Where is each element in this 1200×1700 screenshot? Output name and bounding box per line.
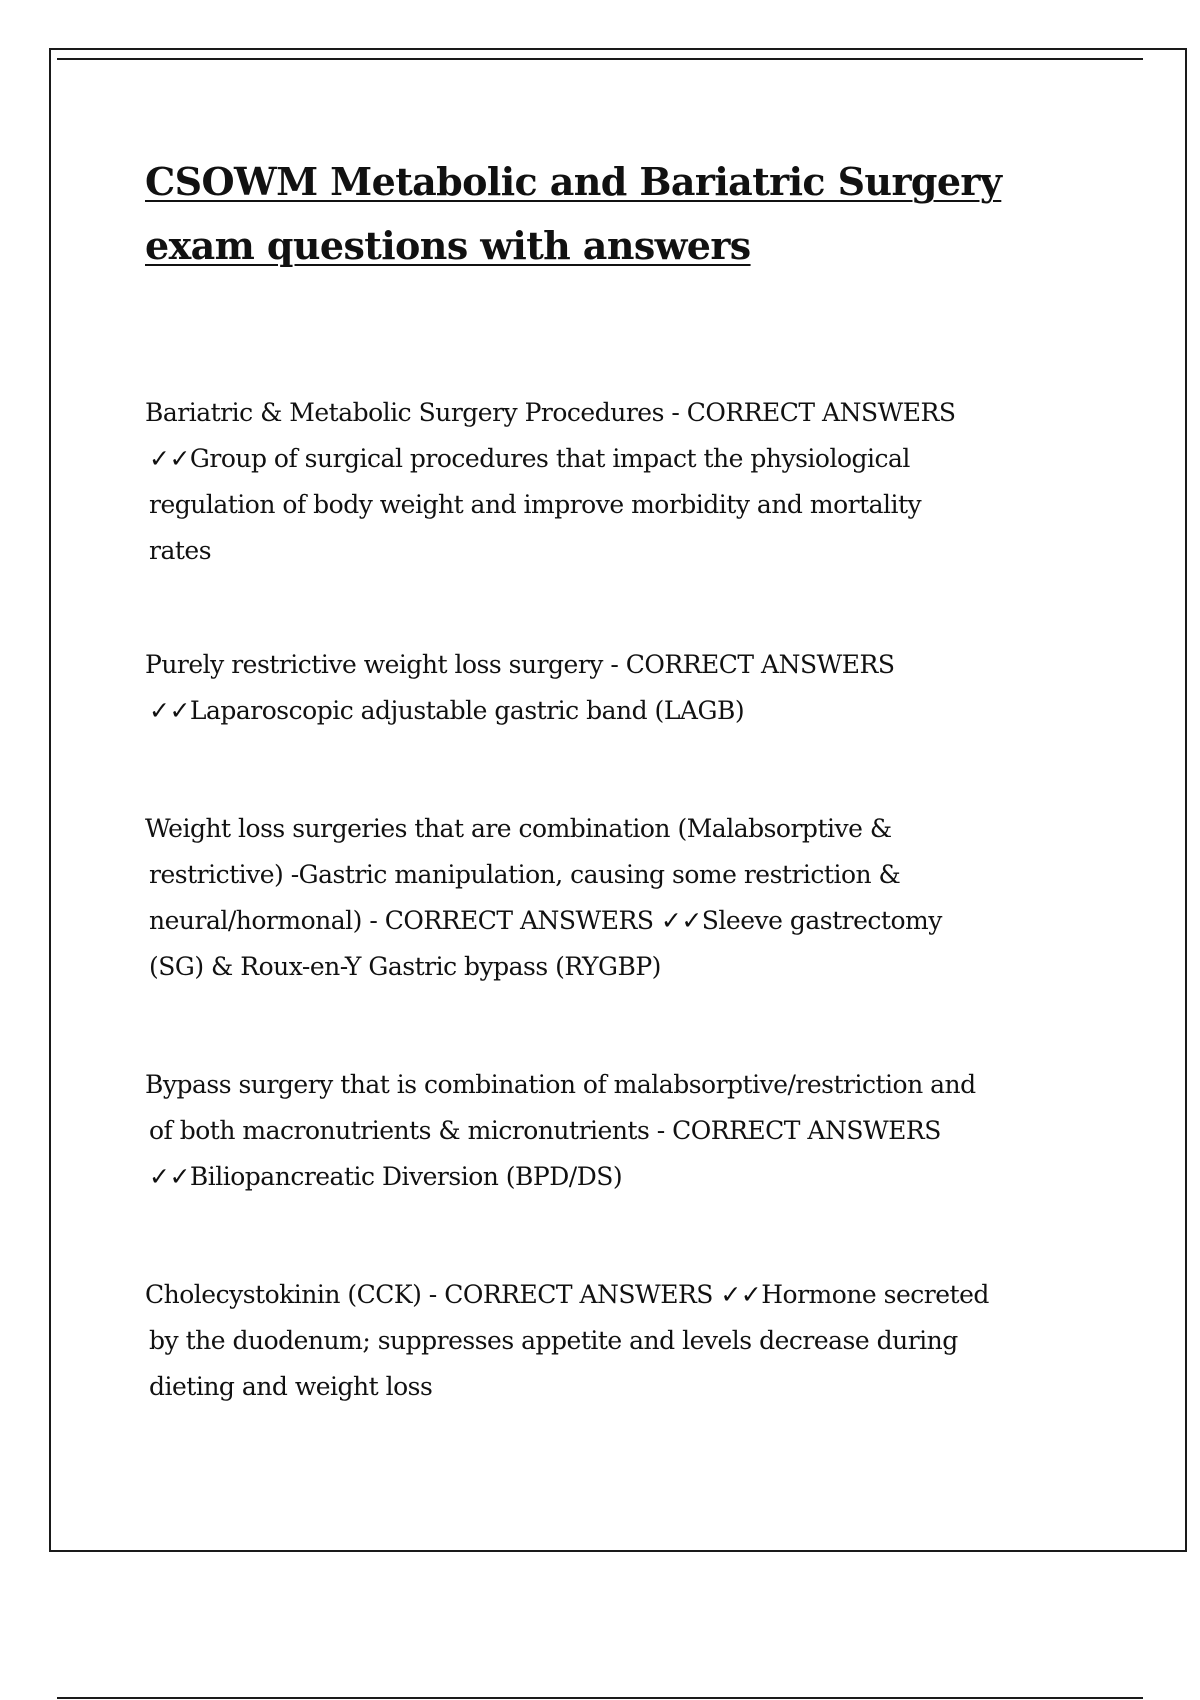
question-text: Bypass surgery that is combination of malabsorptive/restriction and <box>145 1070 976 1099</box>
header-rule <box>57 58 1143 60</box>
answer-text: rates <box>149 536 212 565</box>
qa-item <box>145 390 1105 574</box>
question-text: Purely restrictive weight loss surgery - CORRECT ANSWERS <box>145 650 895 679</box>
answer-text: regulation of body weight and improve morbidity and mortality <box>149 490 922 519</box>
answer-text: by the duodenum; suppresses appetite and levels decrease during <box>149 1326 958 1355</box>
qa-item <box>145 1272 1105 1410</box>
title-line: CSOWM Metabolic and Bariatric Surgery <box>145 159 1002 204</box>
qa-item <box>145 1062 1105 1200</box>
question-text: restrictive) -Gastric manipulation, causing some restriction & <box>149 860 901 889</box>
question-text: Bariatric & Metabolic Surgery Procedures - CORRECT ANSWERS <box>145 398 956 427</box>
title-line: exam questions with answers <box>145 223 751 268</box>
question-text: Cholecystokinin (CCK) - CORRECT ANSWERS ✓✓Hormone secreted <box>145 1280 989 1309</box>
qa-item <box>145 642 1105 734</box>
question-text: of both macronutrients & micronutrients - CORRECT ANSWERS <box>149 1116 941 1145</box>
answer-text: neural/hormonal) - CORRECT ANSWERS ✓✓Sleeve gastrectomy <box>149 906 942 935</box>
question-text: Weight loss surgeries that are combination (Malabsorptive & <box>145 814 892 843</box>
answer-text: ✓✓Laparoscopic adjustable gastric band (LAGB) <box>149 696 745 725</box>
document-body <box>145 150 1105 1482</box>
answer-text: dieting and weight loss <box>149 1372 433 1401</box>
qa-list <box>145 390 1105 1410</box>
footer-rule <box>57 1697 1143 1699</box>
answer-text: ✓✓Group of surgical procedures that impact the physiological <box>149 444 910 473</box>
document-title <box>145 150 1105 278</box>
qa-item <box>145 806 1105 990</box>
answer-text: ✓✓Biliopancreatic Diversion (BPD/DS) <box>149 1162 623 1191</box>
answer-text: (SG) & Roux-en-Y Gastric bypass (RYGBP) <box>149 952 661 981</box>
